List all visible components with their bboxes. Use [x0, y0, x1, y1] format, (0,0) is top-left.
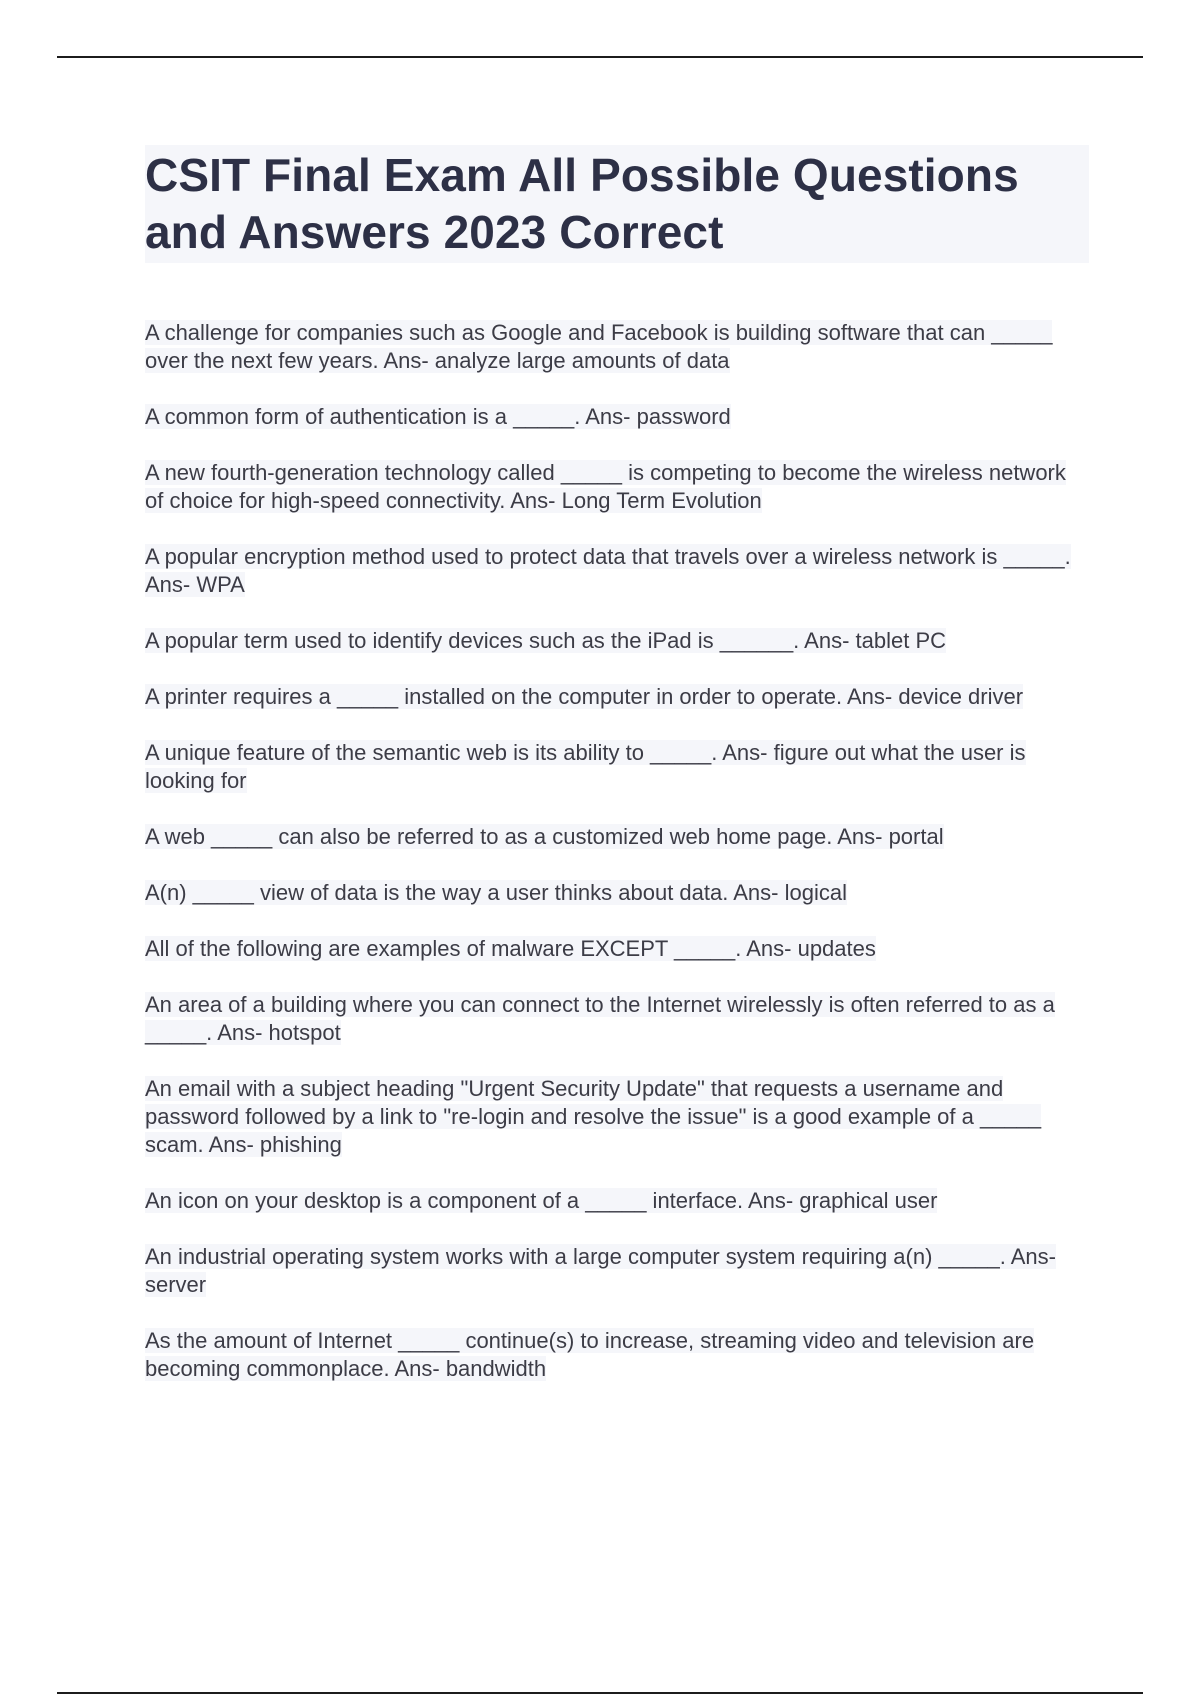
document-title: CSIT Final Exam All Possible Questions and Answers 2023 Correct	[145, 145, 1089, 263]
header-rule	[57, 56, 1143, 58]
qa-item	[145, 1187, 1089, 1215]
qa-text: As the amount of Internet _____ continue(s) to increase, streaming video and television are becoming commonplace. Ans- bandwidth	[145, 1328, 1035, 1381]
qa-item	[145, 739, 1089, 795]
footer-rule	[57, 1692, 1143, 1694]
qa-text: An email with a subject heading "Urgent Security Update" that requests a username and password followed by a link to "re-login and resolve the issue" is a good example of a _____ scam. Ans- phishing	[145, 1076, 1042, 1157]
qa-item	[145, 319, 1089, 375]
qa-item	[145, 459, 1089, 515]
qa-text: A(n) _____ view of data is the way a user thinks about data. Ans- logical	[145, 880, 847, 905]
qa-text: An industrial operating system works with a large computer system requiring a(n) _____. Ans- server	[145, 1244, 1056, 1297]
qa-text: A challenge for companies such as Google and Facebook is building software that can _____ over the next few years. Ans- analyze large amounts of data	[145, 320, 1053, 373]
document-body	[145, 145, 1089, 1411]
qa-item	[145, 823, 1089, 851]
qa-text: An area of a building where you can connect to the Internet wirelessly is often referred to as a _____. Ans- hotspot	[145, 992, 1055, 1045]
qa-item	[145, 1327, 1089, 1383]
qa-text: All of the following are examples of malware EXCEPT _____. Ans- updates	[145, 936, 876, 961]
qa-item	[145, 627, 1089, 655]
qa-text: A new fourth-generation technology called _____ is competing to become the wireless network of choice for high-speed connectivity. Ans- Long Term Evolution	[145, 460, 1066, 513]
qa-item	[145, 879, 1089, 907]
qa-text: A printer requires a _____ installed on the computer in order to operate. Ans- device driver	[145, 684, 1024, 709]
qa-list	[145, 319, 1089, 1383]
qa-text: A popular term used to identify devices such as the iPad is ______. Ans- tablet PC	[145, 628, 947, 653]
qa-item	[145, 935, 1089, 963]
qa-text: A web _____ can also be referred to as a customized web home page. Ans- portal	[145, 824, 944, 849]
qa-text: A common form of authentication is a _____. Ans- password	[145, 404, 731, 429]
qa-item	[145, 991, 1089, 1047]
qa-text: A unique feature of the semantic web is its ability to _____. Ans- figure out what the user is looking for	[145, 740, 1026, 793]
qa-text: A popular encryption method used to protect data that travels over a wireless network is _____. Ans- WPA	[145, 544, 1071, 597]
qa-item	[145, 403, 1089, 431]
qa-text: An icon on your desktop is a component of a _____ interface. Ans- graphical user	[145, 1188, 938, 1213]
qa-item	[145, 1243, 1089, 1299]
qa-item	[145, 1075, 1089, 1159]
qa-item	[145, 543, 1089, 599]
qa-item	[145, 683, 1089, 711]
